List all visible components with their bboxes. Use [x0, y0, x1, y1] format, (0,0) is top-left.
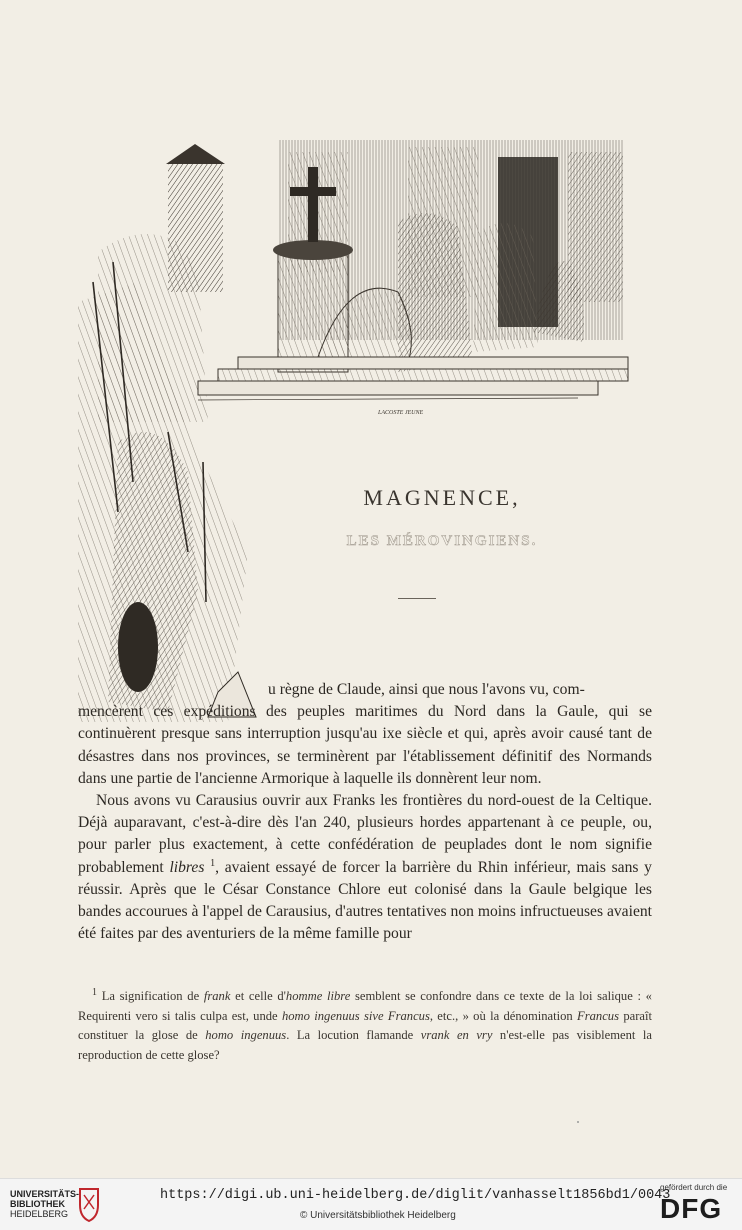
footnote-text: , etc., » où la dénomination — [429, 1008, 578, 1023]
footnote-italic: homo ingenuus — [205, 1028, 287, 1042]
funding-label: gefördert durch die — [660, 1183, 728, 1192]
copyright-text: © Universitätsbibliothek Heidelberg — [300, 1210, 456, 1221]
footnote-ref[interactable]: 1 — [210, 857, 216, 869]
footnote-marker: 1 — [92, 986, 97, 998]
page-speck — [577, 1121, 579, 1123]
footnote-text: . La locution flamande — [286, 1028, 421, 1042]
chapter-subtitle: LES MÉROVINGIENS. — [346, 533, 538, 549]
paragraph — [78, 790, 652, 945]
footnote-text: et celle d' — [230, 989, 286, 1003]
paragraph-text: Nous avons vu Carausius ouvrir aux Franks les frontières du nord-ouest de la Celtique. Déjà auparavant, c'est-à-dire dès l'an 240, plusieurs hordes appartenant à ce peuple, ou, pour parler plus exactement, à cette confédération de peuplades dont le nom signifie probablement — [78, 792, 652, 876]
logo-line: HEIDELBERG — [10, 1209, 69, 1219]
italic-term: libres — [169, 858, 205, 876]
footnote-text: La signification de — [101, 989, 204, 1003]
footnote — [78, 987, 652, 1065]
footnote-text: semblent se confondre dans ce texte de la loi salique : « Requirenti vero si talis culpa est, unde — [78, 989, 652, 1023]
engraver-signature: LACOSTE JEUNE — [378, 410, 424, 416]
paragraph — [78, 679, 652, 790]
library-crest-icon — [76, 1185, 102, 1223]
body-text — [78, 679, 652, 945]
permalink-url[interactable]: https://digi.ub.uni-heidelberg.de/diglit/vanhasselt1856bd1/0043 — [160, 1188, 671, 1203]
chapter-title: MAGNENCE, — [363, 485, 521, 510]
engraving-illustration — [78, 132, 646, 722]
paragraph-continued: mencèrent ces expéditions des peuples maritimes du Nord dans la Gaule, qui se continuèrent presque sans interruption jusqu'au ixe siècle et qui, après avoir causé tant de désastres dans nos provinces, se terminèrent par l'établissement définitif des Normands dans une partie de l'ancienne Armorique à laquelle ils donnèrent leur nom. — [78, 703, 652, 787]
paragraph-start: u règne de Claude, ainsi que nous l'avons vu, com- — [268, 681, 585, 698]
logo-line: BIBLIOTHEK — [10, 1199, 65, 1209]
footnote-text: n'est-elle pas visiblement la reproduction de cette glose? — [78, 1028, 652, 1062]
footnote-italic: homo ingenuus sive Francus — [281, 1008, 430, 1023]
dfg-logo[interactable]: DFG — [660, 1193, 723, 1224]
paragraph-text: , avaient essayé de forcer la barrière du Rhin inférieur, mais sans y réussir. Après que le César Constance Chlore eut colonisé dans la Gaule belgique les bandes accourues à l'appel de Carausius, d'autres tentatives non moins infructueuses avaient été faites par des aventuriers de la même famille pour — [78, 858, 652, 943]
footnote-italic: Francus — [577, 1008, 620, 1023]
title-divider — [398, 598, 436, 599]
logo-line: UNIVERSITÄTS- — [10, 1189, 80, 1199]
footnote-italic: frank — [203, 989, 231, 1003]
library-logo[interactable] — [10, 1189, 79, 1219]
footnote-italic: homme libre — [285, 989, 351, 1003]
viewer-footer — [0, 1178, 742, 1230]
footnote-text: paraît constituer la glose de — [78, 1008, 652, 1042]
footnote-italic: vrank en vry — [420, 1028, 493, 1042]
